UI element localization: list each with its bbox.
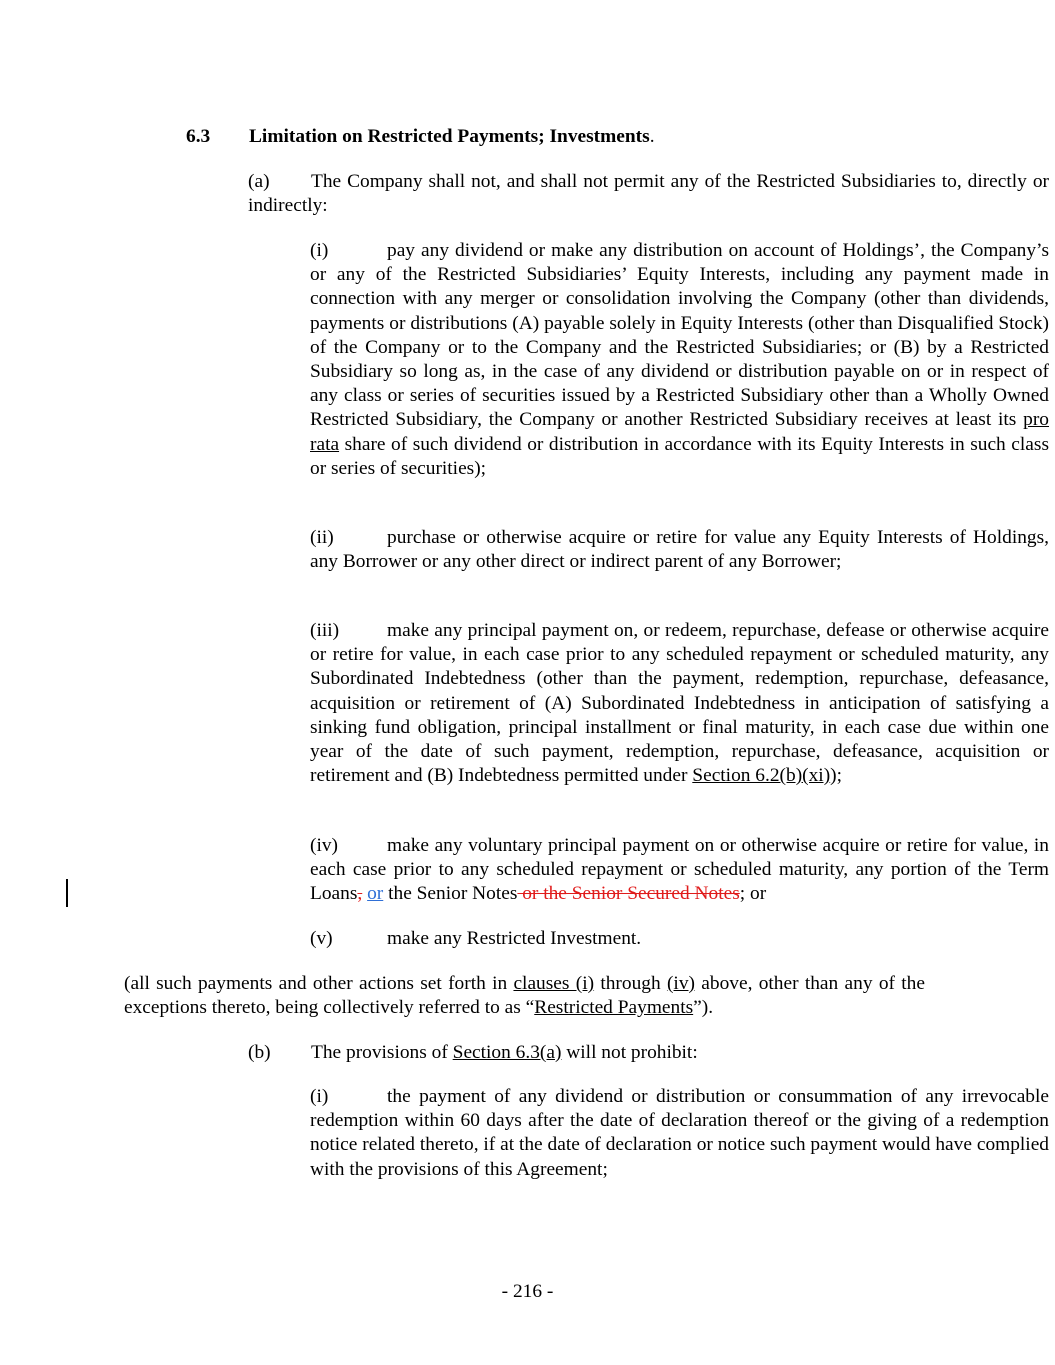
subsection-a-label: (a): [248, 171, 270, 192]
closing-text-1: (all such payments and other actions set forth in: [124, 973, 514, 994]
section-6-2-b-xi-reference: Section 6.2(b)(xi): [692, 765, 831, 787]
closing-text-2: through: [594, 973, 667, 994]
clause-b-i: [186, 1085, 1049, 1182]
subsection-b-text-2: will not prohibit:: [561, 1042, 698, 1063]
inserted-or: or: [367, 883, 384, 905]
section-title-period: .: [649, 126, 655, 147]
subsection-a-text: The Company shall not, and shall not permit any of the Restricted Subsidiaries to, directly or indirectly:: [248, 171, 1049, 217]
clause-a-iii-text: make any principal payment on, or redeem, repurchase, defease or otherwise acquire or retire for value, in each case prior to any scheduled repayment or scheduled maturity, any Subordinated Indebtedness (other than the payment, redemption, repurchase, defeasance, acquisition or retirement of (A) Subordinated Indebtedness in anticipation of satisfying a sinking fund obligation, principal installment or final maturity, in each case due within one year of the date of such payment, redemption, repurchase, defeasance, acquisition or retirement and (B) Indebtedness permitted under: [310, 620, 1049, 787]
subsection-b-label: (b): [248, 1042, 271, 1063]
clause-a-v-label: (v): [310, 928, 333, 949]
section-heading: [186, 125, 655, 149]
clause-a-v: [186, 927, 1049, 951]
section-6-3-a-reference: Section 6.3(a): [452, 1042, 562, 1063]
clause-a-iv-text-3: ; or: [739, 883, 767, 905]
clause-a-iv-text-1: make any voluntary principal payment on or otherwise acquire or retire for value, in each case prior to any scheduled repayment or scheduled maturity, any portion of the Term Loans: [310, 835, 1049, 905]
term-rata: rata: [310, 433, 340, 455]
section-title: Limitation on Restricted Payments; Investments: [249, 126, 650, 147]
change-bar: [66, 879, 68, 907]
clause-a-i: [186, 239, 1049, 481]
section-number: 6.3: [186, 126, 211, 147]
clause-a-iii-label: (iii): [310, 620, 340, 641]
clause-b-i-text: the payment of any dividend or distribution or consummation of any irrevocable redemption within 60 days after the date of declaration thereof or the giving of a redemption notice related thereto, if at the date of declaration or notice such payment would have complied with the provisions of this Agreement;: [310, 1086, 1049, 1180]
page-number: - 216 -: [501, 1281, 554, 1302]
subsection-a: [124, 170, 1049, 218]
clause-a-ii: [186, 526, 1049, 574]
term-pro: pro: [1023, 409, 1049, 431]
clause-a-iv-label: (iv): [310, 835, 338, 856]
clause-a-v-text: make any Restricted Investment.: [387, 928, 642, 949]
clause-a-i-label: (i): [310, 240, 329, 261]
closing-text-4: ”).: [693, 997, 714, 1019]
clause-a-iv: [186, 834, 1049, 907]
clause-b-i-label: (i): [310, 1086, 329, 1107]
closing-paragraph: [124, 972, 925, 1020]
clause-a-ii-label: (ii): [310, 527, 334, 548]
closing-text-3: above, other than any of the exceptions thereto, being collectively referred to as “: [124, 973, 925, 1019]
subsection-b-text-1: The provisions of: [311, 1042, 453, 1063]
clause-a-i-text-2: share of such dividend or distribution in accordance with its Equity Interests in such class or series of securities);: [310, 433, 1049, 479]
clause-a-iii: [186, 619, 1049, 788]
clause-a-ii-text: purchase or otherwise acquire or retire for value any Equity Interests of Holdings, any Borrower or any other direct or indirect parent of any Borrower;: [310, 527, 1049, 573]
clause-a-iii-end: );: [830, 765, 843, 787]
subsection-b: [124, 1041, 1049, 1065]
deleted-senior-secured-notes: or the Senior Secured Notes: [517, 883, 740, 905]
clause-a-i-text-1: pay any dividend or make any distribution on account of Holdings’, the Company’s or any of the Restricted Subsidiaries’ Equity Interests, including any payment made in connection with any merger or consolidation involving the Company (other than dividends, payments or distributions (A) payable solely in Equity Interests (other than Disqualified Stock) of the Company or to the Company and the Restricted Subsidiaries; or (B) by a Restricted Subsidiary so long as, in the case of any dividend or distribution payable on or in respect of any class or series of securities issued by a Restricted Subsidiary other than a Wholly Owned Restricted Subsidiary, the Company or another Restricted Subsidiary receives at least its: [310, 240, 1049, 431]
clause-iv-reference: (iv): [666, 973, 695, 994]
restricted-payments-defined-term: Restricted Payments: [534, 997, 694, 1019]
clauses-i-reference: clauses (i): [513, 973, 595, 994]
deleted-comma: ,: [357, 883, 363, 905]
clause-a-iv-text-2: the Senior Notes: [383, 883, 518, 905]
